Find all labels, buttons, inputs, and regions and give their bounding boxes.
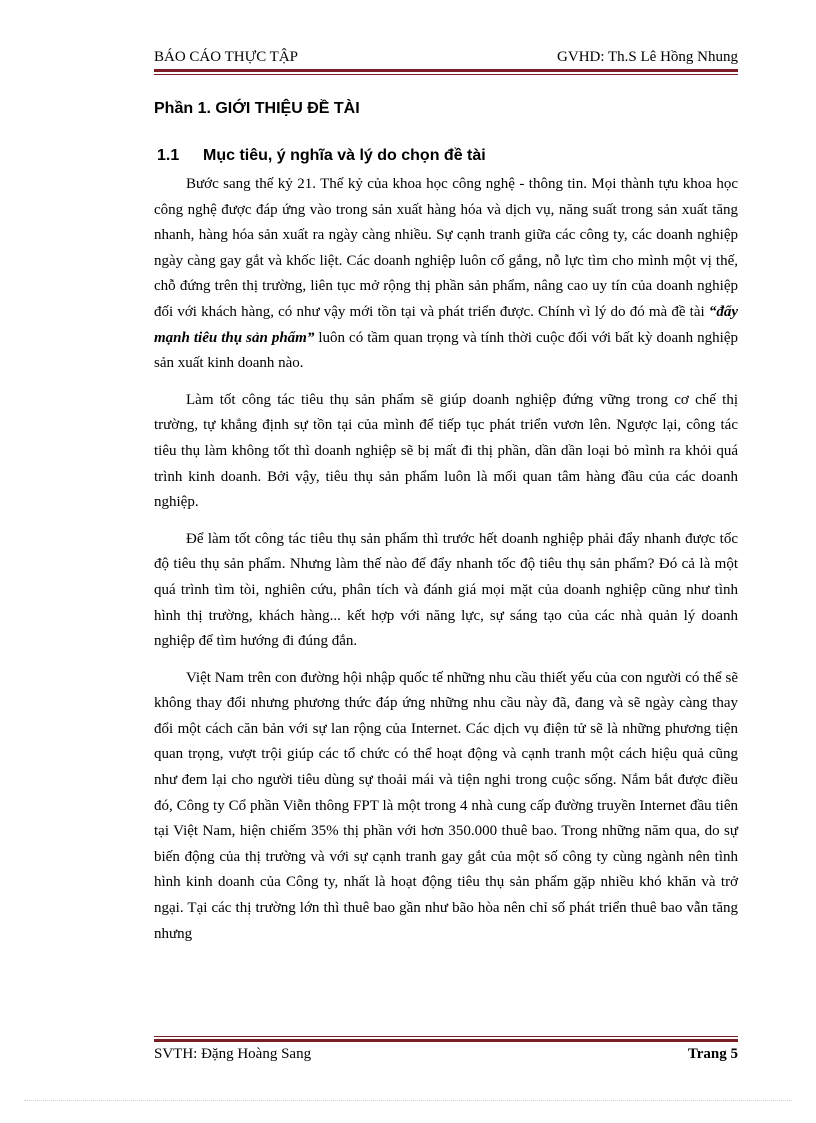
section-heading <box>157 145 737 167</box>
header-rule-thin <box>154 74 738 75</box>
header-report-title: BÁO CÁO THỰC TẬP <box>154 49 299 65</box>
paragraph-1-text-a: Bước sang thế kỷ 21. Thế kỷ của khoa học công nghệ - thông tin. Mọi thành tựu khoa học công nghệ được đáp ứng vào trong sản xuất hàng hóa và dịch vụ, năng suất trong sản xuất tăng nhanh, hàng hóa sản xuất ra ngày càng nhiều. Sự cạnh tranh giữa các công ty, các doanh nghiệp ngày càng gay gắt và khốc liệt. Các doanh nghiệp luôn cố gắng, nỗ lực tìm cho mình một vị thế, chỗ đứng trên thị trường, liên tục mở rộng thị phần sản phẩm, nâng cao uy tín của doanh nghiệp đối với khách hàng, có như vậy mới tồn tại và phát triển được. Chính vì lý do đó mà đề tài <box>154 176 738 320</box>
paragraph-1 <box>154 172 738 377</box>
footer-rule-thin <box>154 1036 738 1037</box>
section-title: Mục tiêu, ý nghĩa và lý do chọn đề tài <box>203 147 486 164</box>
section-number: 1.1 <box>157 147 180 164</box>
paragraph-4: Việt Nam trên con đường hội nhập quốc tế những nhu cầu thiết yếu của con người có thể sẽ không thay đổi nhưng phương thức đáp ứng những nhu cầu này đã, đang và sẽ ngày càng thay đổi một cách căn bản với sự lan rộng của Internet. Các dịch vụ điện tử sẽ là những phương tiện quan trọng, vượt trội giúp các tổ chức có thể hoạt động và cạnh tranh một cách hiệu quả cũng như đem lại cho người tiêu dùng sự thoải mái và tiện nghi trong cuộc sống. Nắm bắt được điều đó, Công ty Cổ phần Viễn thông FPT là một trong 4 nhà cung cấp đường truyền Internet đầu tiên tại Việt Nam, hiện chiếm 35% thị phần với hơn 350.000 thuê bao. Trong những năm qua, do sự biến động của thị trường và với sự cạnh tranh gay gắt của một số công ty cùng ngành nên tình hình kinh doanh của Công ty, nhất là hoạt động tiêu thụ sản phẩm gặp nhiều khó khăn và trở ngại. Tại các thị trường lớn thì thuê bao gần như bão hòa nên chỉ số phát triển thuê bao vẫn tăng nhưng <box>154 669 738 942</box>
page-header <box>154 47 738 67</box>
paragraph-1-text-b: luôn có tầm quan trọng và tính thời cuộc đối với bất kỳ doanh nghiệp sản xuất kinh doanh nào. <box>154 329 738 372</box>
paragraph-1-emphasis: “đẩy mạnh tiêu thụ sản phẩm” <box>154 303 738 346</box>
page-number: Trang 5 <box>687 1046 738 1062</box>
page-edge-divider <box>24 1100 792 1101</box>
paragraph-3: Để làm tốt công tác tiêu thụ sản phẩm thì trước hết doanh nghiệp phải đẩy nhanh được tốc độ tiêu thụ sản phẩm. Nhưng làm thế nào để đẩy nhanh tốc độ tiêu thụ sản phẩm? Đó cả là một quá trình tìm tòi, nghiên cứu, phân tích và đánh giá mọi mặt của doanh nghiệp cũng như tình hình thị trường, khách hàng... kết hợp với năng lực, sự sáng tạo của các nhà quản lý doanh nghiệp để tìm hướng đi đúng đắn. <box>154 530 738 650</box>
header-rule-thick <box>154 69 738 72</box>
body-text <box>154 172 738 958</box>
footer-rule-thick <box>154 1039 738 1042</box>
footer-student: SVTH: Đặng Hoàng Sang <box>154 1046 312 1062</box>
header-supervisor: GVHD: Th.S Lê Hồng Nhung <box>557 49 738 65</box>
page-footer <box>154 1044 738 1064</box>
paragraph-2: Làm tốt công tác tiêu thụ sản phẩm sẽ giúp doanh nghiệp đứng vững trong cơ chế thị trường, tự khẳng định sự tồn tại của mình để tiếp tục phát triển vươn lên. Ngược lại, công tác tiêu thụ làm không tốt thì doanh nghiệp sẽ bị mất đi thị phần, dần dần loại bỏ mình ra khỏi quá trình kinh doanh. Bởi vậy, tiêu thụ sản phẩm luôn là mối quan tâm hàng đầu của các doanh nghiệp. <box>154 391 738 511</box>
part-title: Phần 1. GIỚI THIỆU ĐỀ TÀI <box>154 100 360 117</box>
